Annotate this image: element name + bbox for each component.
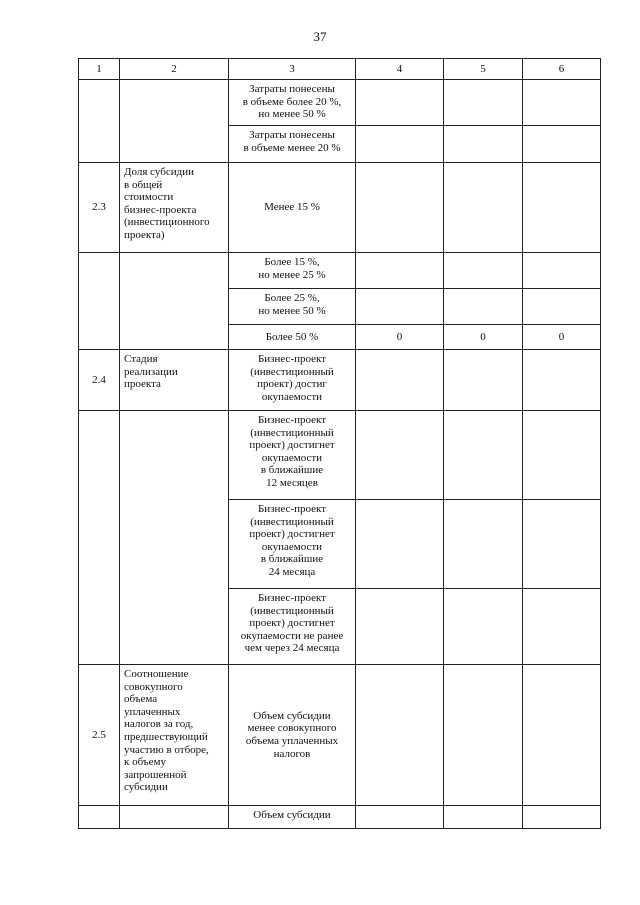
condition-text: Более 50 % bbox=[265, 330, 319, 343]
condition-text: Более 15 %, но менее 25 % bbox=[258, 256, 326, 281]
criterion-cell bbox=[120, 80, 229, 163]
row-number-cell: 2.5 bbox=[79, 665, 120, 806]
condition-cell bbox=[229, 500, 356, 589]
value-cell bbox=[523, 80, 601, 126]
table-row bbox=[79, 80, 601, 126]
value-cell bbox=[356, 500, 444, 589]
criterion-cell bbox=[120, 411, 229, 665]
value-cell bbox=[523, 806, 601, 829]
condition-text: Объем субсидии менее совокупного объема уплаченных налогов bbox=[245, 709, 339, 760]
criterion-cell bbox=[120, 350, 229, 411]
condition-cell bbox=[229, 163, 356, 253]
value-cell: 0 bbox=[523, 325, 601, 350]
condition-cell bbox=[229, 665, 356, 806]
condition-text: Бизнес-проект (инвестиционный проект) достигнет окупаемости в ближайшие 24 месяца bbox=[249, 503, 335, 578]
condition-cell bbox=[229, 80, 356, 126]
value-cell bbox=[444, 253, 523, 289]
condition-text: Бизнес-проект (инвестиционный проект) достиг окупаемости bbox=[250, 353, 334, 403]
table-row bbox=[79, 806, 601, 829]
header-cell: 1 bbox=[79, 59, 120, 80]
condition-cell bbox=[229, 806, 356, 829]
value-cell bbox=[356, 253, 444, 289]
value-cell bbox=[356, 80, 444, 126]
condition-cell bbox=[229, 411, 356, 500]
condition-text: Затраты понесены в объеме менее 20 % bbox=[243, 129, 341, 154]
header-cell: 6 bbox=[523, 59, 601, 80]
value-cell bbox=[356, 126, 444, 163]
row-number-cell bbox=[79, 411, 120, 665]
value-cell: 0 bbox=[444, 325, 523, 350]
condition-cell bbox=[229, 289, 356, 325]
value-cell bbox=[444, 806, 523, 829]
criteria-table bbox=[78, 58, 601, 829]
condition-text: Менее 15 % bbox=[264, 201, 320, 214]
table-row bbox=[79, 253, 601, 289]
value-cell bbox=[523, 665, 601, 806]
row-number-cell: 2.3 bbox=[79, 163, 120, 253]
table-row bbox=[79, 350, 601, 411]
value-cell bbox=[356, 806, 444, 829]
value-cell bbox=[444, 500, 523, 589]
table-header-row bbox=[79, 59, 601, 80]
condition-text: Затраты понесены в объеме более 20 %, но менее 50 % bbox=[242, 83, 342, 121]
value-cell bbox=[523, 126, 601, 163]
value-cell bbox=[444, 289, 523, 325]
value-cell bbox=[444, 350, 523, 411]
condition-text: Объем субсидии bbox=[253, 809, 331, 821]
value-cell bbox=[444, 163, 523, 253]
page-number: 37 bbox=[313, 29, 327, 44]
row-number-cell bbox=[79, 253, 120, 350]
criterion-cell bbox=[120, 806, 229, 829]
value-cell bbox=[356, 350, 444, 411]
header-cell: 4 bbox=[356, 59, 444, 80]
value-cell bbox=[523, 500, 601, 589]
value-cell bbox=[523, 589, 601, 665]
condition-cell bbox=[229, 325, 356, 350]
value-cell bbox=[523, 289, 601, 325]
condition-text: Более 25 %, но менее 50 % bbox=[258, 292, 326, 317]
table-row bbox=[79, 163, 601, 253]
value-cell bbox=[444, 126, 523, 163]
value-cell bbox=[356, 411, 444, 500]
value-cell bbox=[356, 289, 444, 325]
value-cell: 0 bbox=[356, 325, 444, 350]
criterion-cell bbox=[120, 163, 229, 253]
row-number-cell bbox=[79, 80, 120, 163]
header-cell: 2 bbox=[120, 59, 229, 80]
value-cell bbox=[356, 665, 444, 806]
row-number-cell bbox=[79, 806, 120, 829]
criterion-text: Соотношение совокупного объема уплаченных налогов за год, предшествующий участию в отборе, к объему запрошенной субсидии bbox=[124, 668, 209, 794]
criterion-cell bbox=[120, 253, 229, 350]
row-number-cell: 2.4 bbox=[79, 350, 120, 411]
condition-cell bbox=[229, 589, 356, 665]
table-row bbox=[79, 665, 601, 806]
criterion-text: Доля субсидии в общей стоимости бизнес-проекта (инвестиционного проекта) bbox=[124, 166, 210, 241]
condition-text: Бизнес-проект (инвестиционный проект) достигнет окупаемости не ранее чем через 24 месяца bbox=[240, 592, 344, 655]
condition-cell bbox=[229, 253, 356, 289]
value-cell bbox=[523, 350, 601, 411]
value-cell bbox=[523, 411, 601, 500]
value-cell bbox=[444, 411, 523, 500]
header-cell: 5 bbox=[444, 59, 523, 80]
value-cell bbox=[444, 589, 523, 665]
table-row bbox=[79, 411, 601, 500]
criterion-text: Стадия реализации проекта bbox=[124, 353, 178, 391]
condition-cell bbox=[229, 350, 356, 411]
value-cell bbox=[444, 80, 523, 126]
value-cell bbox=[444, 665, 523, 806]
value-cell bbox=[523, 253, 601, 289]
value-cell bbox=[356, 589, 444, 665]
value-cell bbox=[523, 163, 601, 253]
condition-cell bbox=[229, 126, 356, 163]
header-cell: 3 bbox=[229, 59, 356, 80]
value-cell bbox=[356, 163, 444, 253]
criterion-cell bbox=[120, 665, 229, 806]
condition-text: Бизнес-проект (инвестиционный проект) достигнет окупаемости в ближайшие 12 месяцев bbox=[249, 414, 335, 489]
